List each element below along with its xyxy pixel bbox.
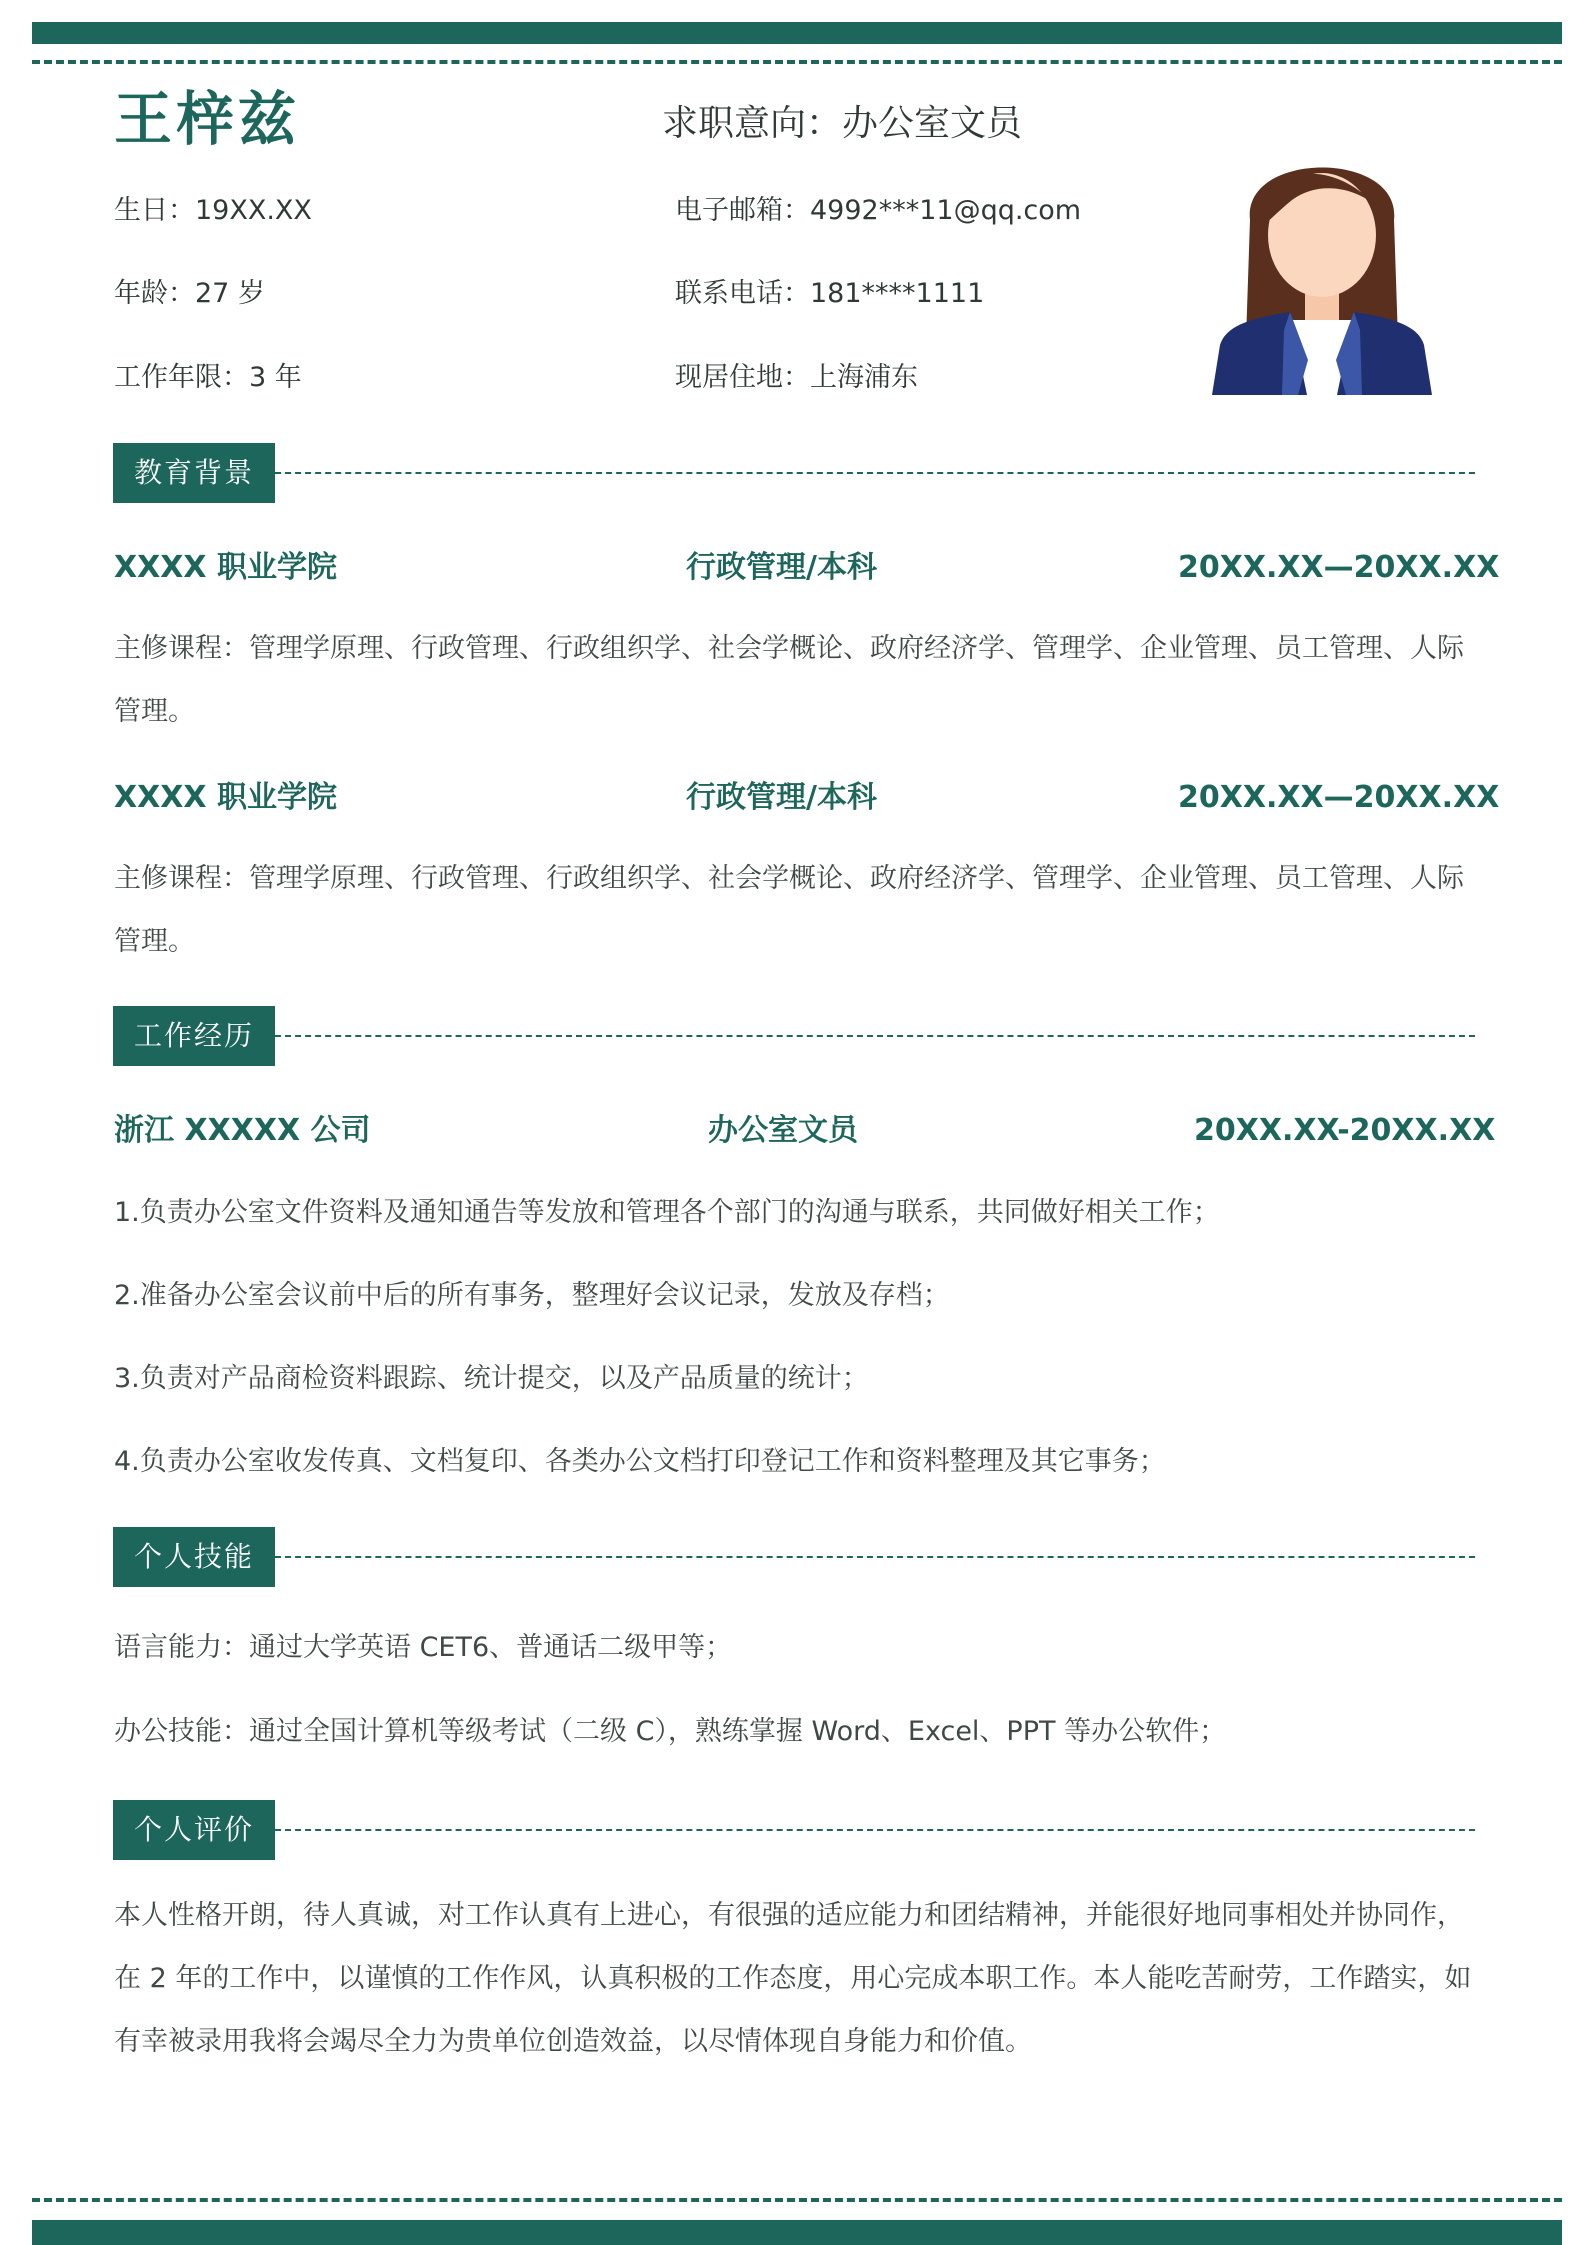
section-tab-skills: 个人技能 <box>113 1527 275 1587</box>
birthday: 生日：19XX.XX <box>114 195 312 226</box>
edu-school: XXXX 职业学院 <box>114 780 337 815</box>
top-bar <box>32 22 1562 44</box>
work-duty-item: 1.负责办公室文件资料及通知通告等发放和管理各个部门的沟通与联系，共同做好相关工作； <box>114 1197 1220 1228</box>
work-company: 浙江 XXXXX 公司 <box>114 1113 371 1148</box>
edu-school: XXXX 职业学院 <box>114 550 337 585</box>
work-period: 20XX.XX-20XX.XX <box>1194 1113 1496 1148</box>
work-duty-item: 4.负责办公室收发传真、文档复印、各类办公文档打印登记工作和资料整理及其它事务； <box>114 1446 1166 1477</box>
section-tab-evaluation: 个人评价 <box>113 1800 275 1860</box>
avatar-illustration <box>1212 130 1432 395</box>
skill-language: 语言能力：通过大学英语 CET6、普通话二级甲等； <box>114 1632 733 1663</box>
address: 现居住地：上海浦东 <box>675 362 918 393</box>
top-dashed-divider <box>32 60 1562 64</box>
avatar <box>1212 130 1432 395</box>
bottom-bar <box>32 2220 1562 2245</box>
section-divider <box>275 472 1475 474</box>
edu-major: 行政管理/本科 <box>686 780 877 815</box>
section-divider <box>275 1556 1475 1558</box>
work-duty-item: 3.负责对产品商检资料跟踪、统计提交，以及产品质量的统计； <box>114 1363 869 1394</box>
section-tab-education: 教育背景 <box>113 443 275 503</box>
edu-courses: 主修课程：管理学原理、行政管理、行政组织学、社会学概论、政府经济学、管理学、企业管理、员工管理、人际管理。 <box>114 633 1464 727</box>
edu-period: 20XX.XX—20XX.XX <box>1178 780 1500 815</box>
work-position: 办公室文员 <box>708 1113 858 1148</box>
bottom-dashed-divider <box>32 2198 1562 2202</box>
edu-courses: 主修课程：管理学原理、行政管理、行政组织学、社会学概论、政府经济学、管理学、企业管理、员工管理、人际管理。 <box>114 863 1464 957</box>
section-divider <box>275 1035 1475 1037</box>
work-years: 工作年限：3 年 <box>114 362 302 393</box>
job-intent: 求职意向：办公室文员 <box>662 103 1023 144</box>
phone: 联系电话：181****1111 <box>675 278 985 309</box>
age: 年龄：27 岁 <box>114 278 265 309</box>
section-tab-work: 工作经历 <box>113 1006 275 1066</box>
edu-period: 20XX.XX—20XX.XX <box>1178 550 1500 585</box>
candidate-name: 王梓兹 <box>114 85 301 153</box>
section-divider <box>275 1829 1475 1831</box>
edu-major: 行政管理/本科 <box>686 550 877 585</box>
skill-office: 办公技能：通过全国计算机等级考试（二级 C），熟练掌握 Word、Excel、PPT 等办公软件； <box>114 1716 1227 1747</box>
email: 电子邮箱：4992***11@qq.com <box>675 195 1082 226</box>
self-evaluation: 本人性格开朗，待人真诚，对工作认真有上进心，有很强的适应能力和团结精神，并能很好地同事相处并协同作，在 2 年的工作中，以谨慎的工作作风，认真积极的工作态度，用心完成本职工作。本人能吃苦耐劳，工作踏实，如有幸被录用我将会竭尽全力为贵单位创造效益，以尽情体现自身能力和价值。 <box>114 1900 1472 2057</box>
work-duty-item: 2.准备办公室会议前中后的所有事务，整理好会议记录，发放及存档； <box>114 1280 950 1311</box>
